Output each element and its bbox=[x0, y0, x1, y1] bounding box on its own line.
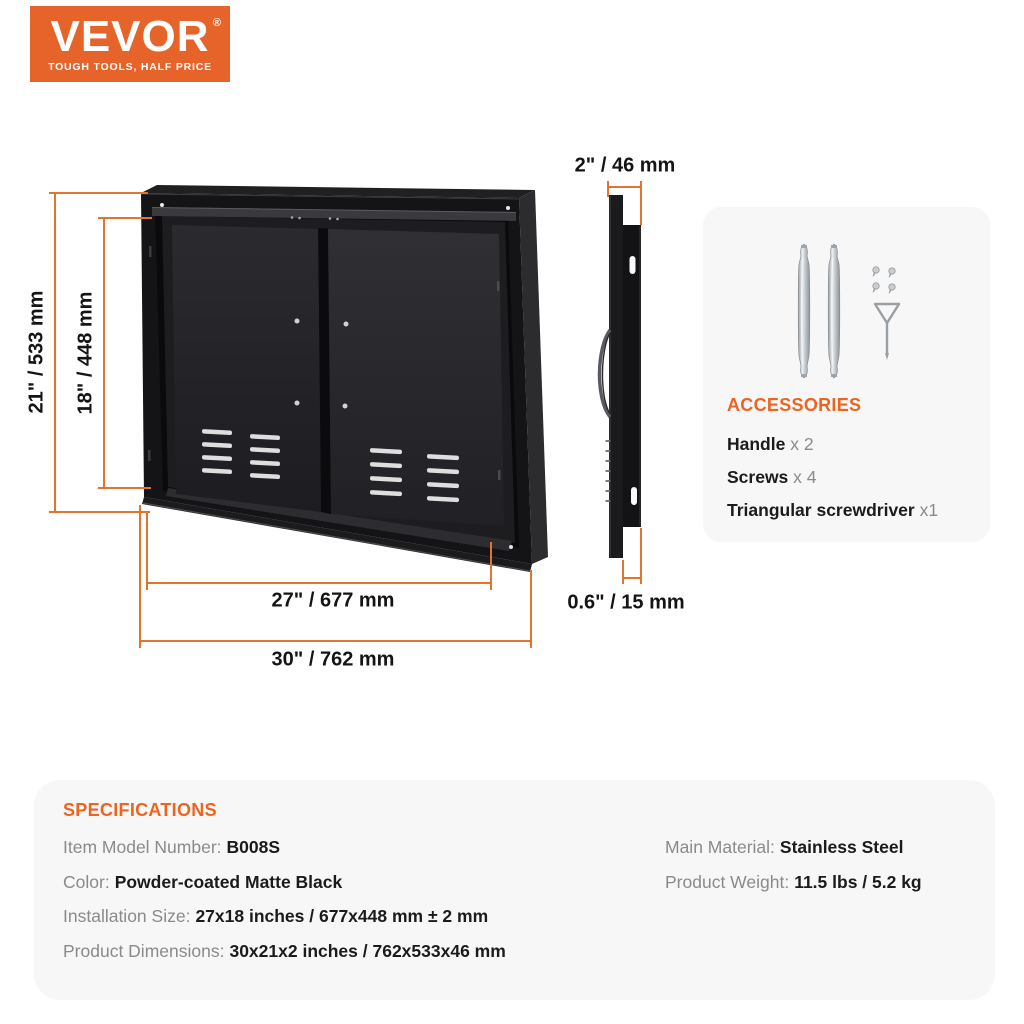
dim-inner-height-label: 18" / 448 mm bbox=[74, 291, 97, 415]
dim-depth-label: 2" / 46 mm bbox=[574, 154, 676, 177]
accessories-card bbox=[703, 207, 990, 542]
spec-label: Product Weight: bbox=[665, 871, 790, 892]
brand-logo bbox=[30, 6, 230, 82]
spec-row-installation-size bbox=[63, 899, 506, 934]
brand-logo-text: VEVOR bbox=[50, 12, 210, 61]
accessory-item-screws bbox=[727, 461, 938, 494]
spec-value: 11.5 lbs / 5.2 kg bbox=[794, 871, 922, 892]
vent-louvers bbox=[202, 429, 459, 502]
accessory-count: x 2 bbox=[790, 434, 814, 454]
accessory-count: x 4 bbox=[793, 467, 817, 487]
specifications-column-left bbox=[63, 830, 506, 968]
side-handle-icon bbox=[599, 330, 610, 417]
dim-outer-height-label: 21" / 533 mm bbox=[25, 290, 48, 414]
spec-row-color bbox=[63, 865, 506, 900]
accessories-text bbox=[727, 395, 938, 527]
panel-screws bbox=[295, 319, 349, 409]
spec-label: Installation Size: bbox=[63, 906, 191, 926]
accessory-name: Screws bbox=[727, 467, 789, 487]
handle-icon bbox=[798, 244, 810, 378]
side-louver-marks bbox=[606, 441, 611, 501]
dim-flange-thickness-label: 0.6" / 15 mm bbox=[567, 591, 685, 614]
accessory-count: x1 bbox=[919, 500, 939, 520]
dimension-lines bbox=[49, 181, 641, 648]
spec-value: 30x21x2 inches / 762x533x46 mm bbox=[229, 940, 506, 961]
triangular-screwdriver-icon bbox=[875, 304, 899, 360]
registered-trademark-icon: ® bbox=[212, 17, 221, 29]
accessory-name: Triangular screwdriver bbox=[727, 500, 915, 520]
spec-row-model bbox=[63, 830, 506, 865]
brand-tagline: TOUGH TOOLS, HALF PRICE bbox=[48, 61, 212, 73]
specifications-column-right bbox=[665, 830, 922, 899]
spec-label: Main Material: bbox=[665, 837, 775, 857]
accessories-heading: ACCESSORIES bbox=[727, 395, 862, 415]
specifications-heading: SPECIFICATIONS bbox=[63, 800, 217, 820]
spec-label: Color: bbox=[63, 871, 110, 892]
specifications-card bbox=[34, 780, 995, 1000]
dim-inner-width-label: 27" / 677 mm bbox=[271, 589, 395, 612]
dim-outer-width-label: 30" / 762 mm bbox=[271, 648, 395, 671]
handle-icon bbox=[828, 244, 840, 378]
accessory-item-screwdriver bbox=[727, 494, 938, 527]
door-side-view bbox=[599, 195, 641, 558]
spec-value: Powder-coated Matte Black bbox=[114, 871, 343, 892]
spec-row-weight bbox=[665, 865, 922, 900]
accessory-item-handle bbox=[727, 428, 938, 461]
door-front-view bbox=[141, 185, 548, 572]
spec-value: B008S bbox=[226, 837, 281, 857]
spec-row-material bbox=[665, 830, 922, 865]
spec-label: Item Model Number: bbox=[63, 837, 222, 857]
frame-screws bbox=[148, 203, 513, 549]
screws-icon bbox=[870, 266, 896, 295]
accessory-name: Handle bbox=[727, 434, 786, 454]
spec-label: Product Dimensions: bbox=[63, 940, 225, 961]
spec-value: 27x18 inches / 677x448 mm ± 2 mm bbox=[195, 906, 489, 926]
spec-row-product-dimensions bbox=[63, 934, 506, 969]
spec-value: Stainless Steel bbox=[779, 837, 904, 857]
